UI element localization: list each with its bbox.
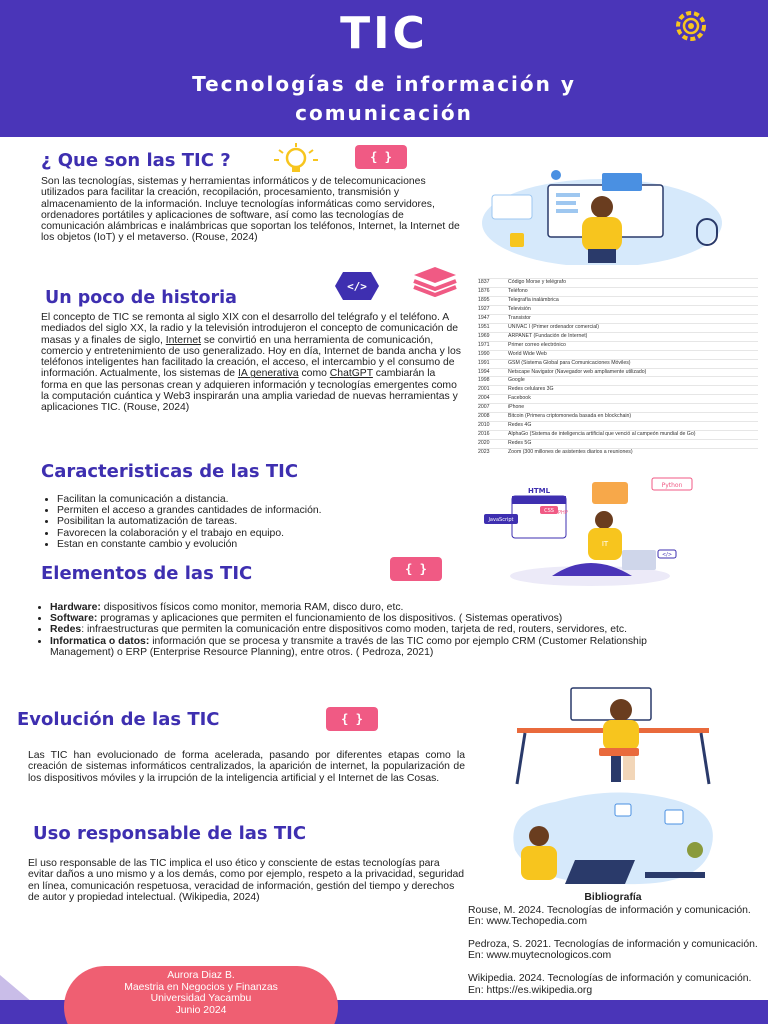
author-name: Aurora Diaz B. bbox=[167, 970, 235, 981]
timeline-row bbox=[478, 430, 758, 439]
laptop-illustration bbox=[495, 790, 727, 888]
timeline-row bbox=[478, 359, 758, 368]
elemento-desc: dispositivos físicos como monitor, memoria RAM, disco duro, etc. bbox=[100, 602, 404, 613]
author-badge bbox=[64, 966, 338, 1024]
timeline-row bbox=[478, 439, 758, 448]
chatgpt-link[interactable]: ChatGPT bbox=[329, 368, 373, 380]
layers-icon bbox=[410, 265, 460, 297]
caracteristica-item: • Favorecen la colaboración y el trabajo en equipo. bbox=[57, 528, 461, 539]
page-title: TIC bbox=[340, 8, 428, 59]
timeline-event: AlphaGo (Sistema de inteligencia artificial que venció al campeón mundial de Go) bbox=[508, 431, 696, 438]
elemento-desc: programas y aplicaciones que permiten el funcionamiento de los dispositivos. ( Sistemas operativos) bbox=[97, 613, 563, 625]
timeline-event: GSM (Sistema Global para Comunicaciones Móviles) bbox=[508, 359, 631, 366]
bibliografia bbox=[468, 892, 758, 1007]
timeline-year: 2023 bbox=[478, 449, 490, 456]
code-brace-icon-2: { } bbox=[390, 557, 442, 581]
timeline-event: Código Morse y telégrafo bbox=[508, 279, 566, 285]
author-university: Universidad Yacambu bbox=[150, 993, 252, 1005]
elementos-list bbox=[34, 602, 694, 658]
code-brace-icon: { } bbox=[355, 145, 407, 169]
timeline-year: 1994 bbox=[478, 368, 490, 375]
elemento-term: Software: bbox=[50, 613, 98, 625]
elemento-desc: información que se procesa y transmite a través de las TIC como por ejemplo CRM (Customer Relationship Management) o ERP (Enterprise Resource Planning), entre otros. ( Pedroza, 2021) bbox=[50, 635, 647, 658]
que-son-heading: ¿ Que son las TIC ? bbox=[41, 150, 231, 171]
historia-text-4: cambiarán la forma en que las personas crean y adquieren información y tecnologías emergentes como la computación cuántica y Web3 inspirarán una amplia variedad de nuevas herramientas y aplicaciones TIC. (Rouse, 2024) bbox=[41, 368, 458, 414]
ref-rouse: Rouse, M. 2024. Tecnologías de información y comunicación. En: www.Techopedia.com bbox=[468, 904, 751, 928]
java-label: </> bbox=[661, 552, 673, 558]
css-label: CSS bbox=[544, 508, 554, 514]
ia-generativa-link[interactable]: IA generativa bbox=[237, 368, 299, 380]
timeline-row bbox=[478, 341, 758, 350]
subtitle-line-2: comunicación bbox=[295, 101, 473, 125]
elemento-term: Informatica o datos: bbox=[50, 635, 150, 647]
timeline-row bbox=[478, 403, 758, 412]
timeline-year: 2007 bbox=[478, 404, 490, 411]
html-label: HTML bbox=[527, 487, 551, 495]
historia-heading: Un poco de historia bbox=[45, 288, 237, 308]
author-date: Junio 2024 bbox=[175, 1004, 227, 1016]
timeline-year: 1876 bbox=[478, 287, 490, 294]
timeline-year: 1927 bbox=[478, 305, 490, 312]
timeline-row bbox=[478, 368, 758, 377]
evolucion-text: Las TIC han evolucionado de forma acelerada, pasando por diferentes etapas como la creación de sistemas informáticos centralizados, la aparición de internet, la popularización de los dispositivos móviles y la irrupción de la inteligencia artificial y el Internet de las Cosas. bbox=[28, 750, 465, 784]
timeline-row bbox=[478, 296, 758, 305]
timeline-row bbox=[478, 385, 758, 394]
timeline-event: Primer correo electrónico bbox=[508, 341, 566, 348]
php-label: PHP bbox=[558, 510, 568, 516]
timeline-row bbox=[478, 394, 758, 403]
timeline-year: 2010 bbox=[478, 422, 490, 429]
elemento-item bbox=[50, 602, 694, 613]
person-computer-illustration bbox=[482, 165, 728, 265]
timeline-event: World Wide Web bbox=[508, 350, 547, 357]
uso-heading: Uso responsable de las TIC bbox=[33, 823, 307, 844]
timeline-year: 1971 bbox=[478, 341, 490, 348]
historia-text-2: se convirtió en una herramienta de comunicación, comercio y entretenimiento de uso generalizado. Hoy en día, Internet de banda ancha y los teléfonos inteligentes han facilitado la creación, el acceso, el intercambio y el consumo de información. Actualmente, los sistemas de bbox=[41, 334, 461, 380]
caracteristica-item: • Posibilitan la automatización de tareas. bbox=[57, 516, 461, 527]
timeline-year: 1990 bbox=[478, 350, 490, 357]
timeline-event: Redes 4G bbox=[508, 422, 532, 429]
elemento-term: Hardware: bbox=[50, 602, 101, 613]
timeline-event: Televisión bbox=[508, 305, 531, 312]
elemento-item bbox=[50, 624, 694, 635]
timeline-event: Teléfono bbox=[508, 287, 528, 294]
timeline-event: ARPANET (Fundación de Internet) bbox=[508, 332, 588, 339]
elemento-term: Redes bbox=[50, 624, 82, 636]
timeline-row bbox=[478, 376, 758, 385]
desk-illustration bbox=[515, 686, 711, 786]
timeline-year: 1969 bbox=[478, 332, 490, 339]
developer-illustration bbox=[482, 470, 698, 590]
que-son-text: Son las tecnologías, sistemas y herramientas informáticos y de telecomunicaciones utilizados para facilitar la creación, recopilación, procesamiento, transmisión y almacenamiento de la información. Incluye tecnologías informáticas como servidores, ordenadores portátiles y aplicaciones de software, así como las tecnologías de comunicación alámbricas e inalámbricas que soportan los teléfonos, Internet, la Internet de los objetos (IoT) y el metaverso. (Rouse, 2024) bbox=[41, 176, 460, 244]
timeline-year: 2001 bbox=[478, 386, 490, 393]
elementos-heading: Elementos de las TIC bbox=[41, 563, 253, 584]
subtitle-line-1: Tecnologías de información y bbox=[192, 72, 576, 96]
timeline-event: Telegrafía inalámbrica bbox=[508, 296, 559, 303]
code-tag-text: </> bbox=[347, 280, 367, 293]
timeline-year: 1998 bbox=[478, 377, 490, 384]
timeline-row bbox=[478, 350, 758, 359]
javascript-label: JavaScript bbox=[488, 517, 514, 523]
caracteristicas-list bbox=[41, 494, 461, 550]
historia-text-1: El concepto de TIC se remonta al siglo XIX con el desarrollo del telégrafo y el teléfono. A mediados del siglo XX, la radio y la televisión introdujeron el concepto de comunicación de masas y a finales de siglo, bbox=[41, 312, 459, 346]
timeline-row bbox=[478, 287, 758, 296]
timeline-event: Netscape Navigator (Navegador web ampliamente utilizado) bbox=[508, 368, 647, 375]
ref-pedroza: Pedroza, S. 2021. Tecnologías de información y comunicación. En: www.muytecnologicos.com bbox=[468, 938, 758, 962]
caracteristica-item: • Permiten el acceso a grandes cantidades de información. bbox=[57, 505, 461, 516]
timeline-row bbox=[478, 323, 758, 332]
timeline-event: Transistor bbox=[508, 314, 531, 321]
author-program: Maestria en Negocios y Finanzas bbox=[124, 981, 278, 993]
code-tag-icon bbox=[333, 270, 381, 302]
timeline-row bbox=[478, 305, 758, 314]
timeline-event: Redes 5G bbox=[508, 440, 532, 447]
elemento-item bbox=[50, 613, 694, 624]
bibliografia-heading: Bibliografía bbox=[584, 892, 642, 903]
timeline-event: UNIVAC I (Primer ordenador comercial) bbox=[508, 323, 599, 330]
elemento-desc: : infraestructuras que permiten la comunicación entre dispositivos como moden, tarjeta de red, routers, servidores, etc. bbox=[81, 624, 627, 636]
timeline-table bbox=[478, 278, 758, 457]
timeline-year: 1947 bbox=[478, 314, 490, 321]
timeline-row bbox=[478, 278, 758, 287]
timeline-event: Bitcoin (Primera criptomoneda basada en blockchain) bbox=[508, 413, 632, 420]
timeline-row bbox=[478, 314, 758, 323]
timeline-event: Facebook bbox=[508, 395, 531, 402]
caracteristicas-heading: Caracteristicas de las TIC bbox=[41, 461, 299, 482]
code-brace-icon-3: { } bbox=[326, 707, 378, 731]
timeline-row bbox=[478, 412, 758, 421]
timeline-event: Zoom (300 millones de asistentes diarios a reuniones) bbox=[508, 449, 633, 456]
timeline-year: 1895 bbox=[478, 296, 490, 303]
timeline-year: 2004 bbox=[478, 395, 490, 402]
timeline-year: 2008 bbox=[478, 413, 490, 420]
timeline-row bbox=[478, 332, 758, 341]
timeline-event: iPhone bbox=[508, 404, 525, 411]
timeline-year: 1837 bbox=[478, 279, 490, 285]
internet-link[interactable]: Internet bbox=[165, 334, 201, 346]
elemento-item bbox=[50, 636, 694, 658]
gear-lightbulb-icon bbox=[665, 8, 717, 44]
python-label: Python bbox=[661, 482, 683, 489]
page-subtitle bbox=[0, 70, 768, 128]
uso-text: El uso responsable de las TIC implica el uso ético y consciente de estas tecnologías para evitar daños a uno mismo y a los demás, como por ejemplo, respeto a la privacidad, seguridad en línea, comunicación respetuosa, veracidad de información, gestión del tiempo y derechos de autor y propiedad intelectual. (Wikipedia, 2024) bbox=[28, 858, 465, 903]
timeline-event: Google bbox=[508, 377, 525, 384]
caracteristica-item: • Estan en constante cambio y evolución bbox=[57, 539, 461, 550]
caracteristica-item: • Facilitan la comunicación a distancia. bbox=[57, 494, 461, 505]
it-label: IT bbox=[601, 540, 609, 548]
lightbulb-icon bbox=[271, 142, 321, 174]
ref-wikipedia: Wikipedia. 2024. Tecnologías de información y comunicación. En: https://es.wikipedia.org bbox=[468, 972, 752, 996]
timeline-year: 1991 bbox=[478, 359, 490, 366]
timeline-year: 2020 bbox=[478, 440, 490, 447]
timeline-event: Redes celulares 3G bbox=[508, 386, 554, 393]
historia-text-3: como bbox=[298, 368, 330, 380]
timeline-row bbox=[478, 421, 758, 430]
timeline-year: 2016 bbox=[478, 431, 490, 438]
evolucion-heading: Evolución de las TIC bbox=[17, 709, 220, 730]
historia-text bbox=[41, 312, 461, 414]
timeline-row bbox=[478, 448, 758, 457]
timeline-year: 1951 bbox=[478, 323, 490, 330]
